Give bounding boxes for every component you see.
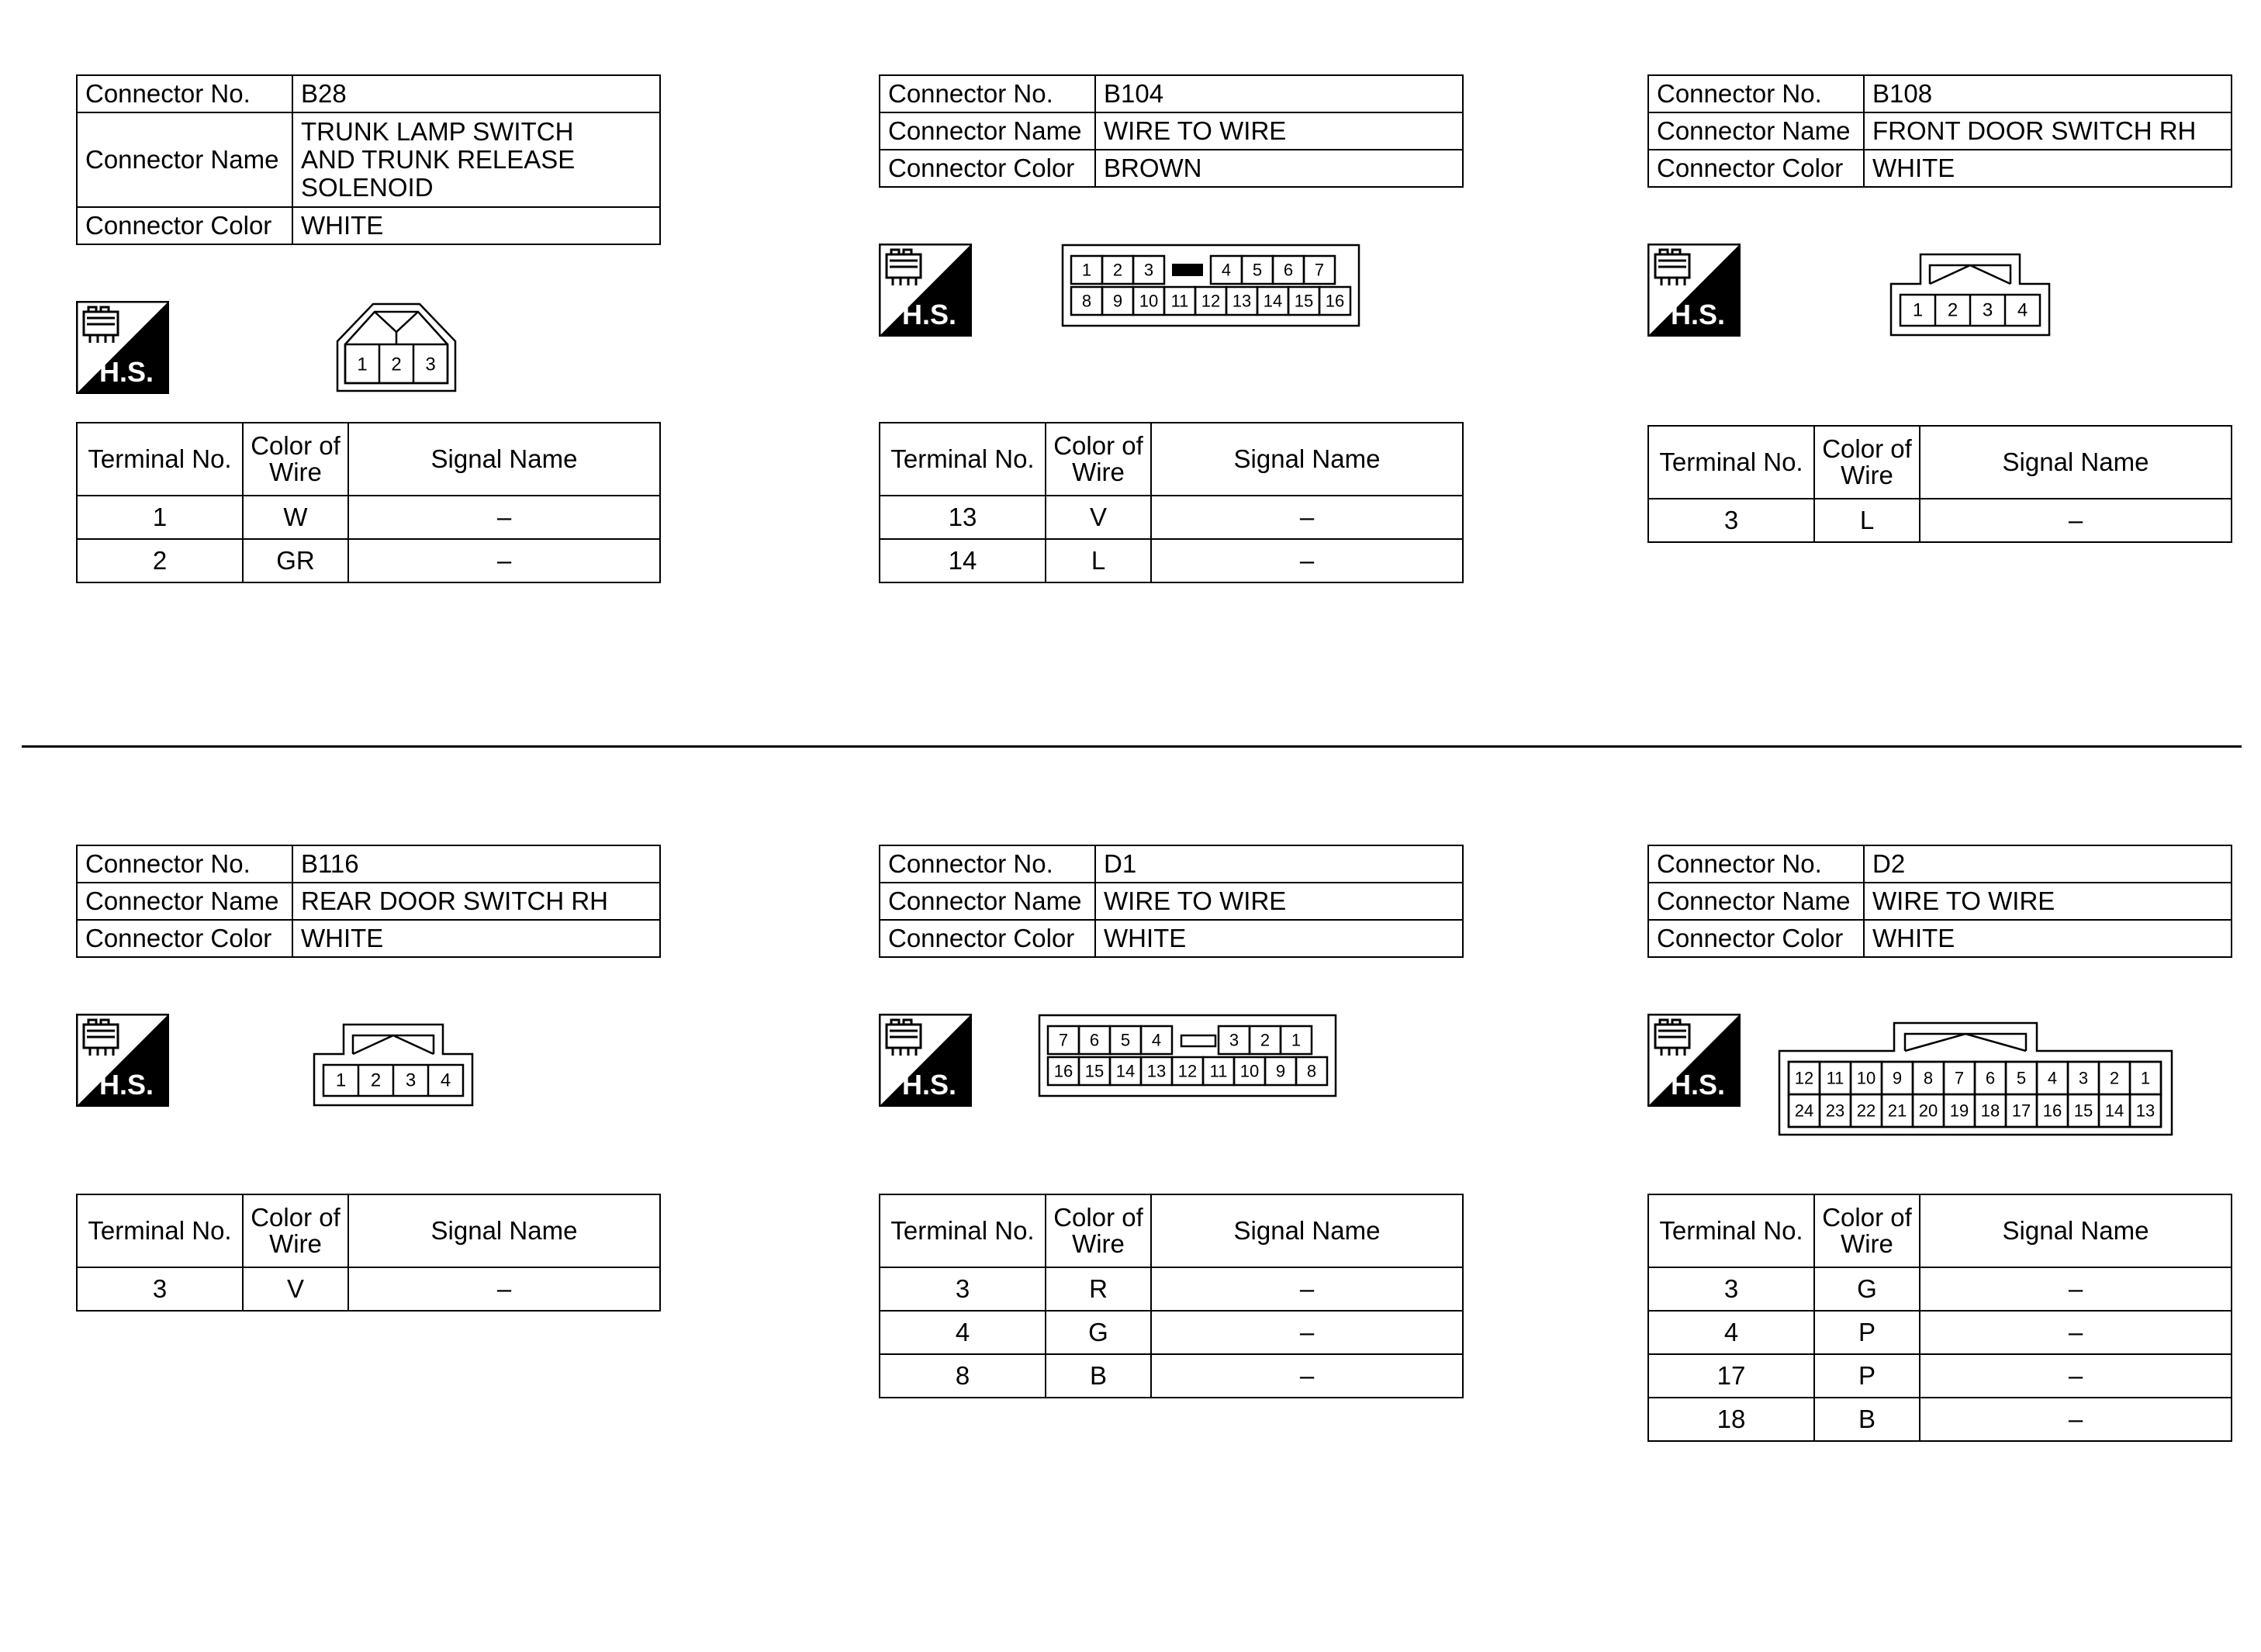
wire-color: W: [243, 496, 348, 539]
signal-name: –: [348, 539, 660, 582]
pin-number: 1: [1912, 299, 1924, 321]
color-of-wire-header: Color of Wire: [243, 423, 348, 496]
info-row: [880, 75, 1463, 112]
hs-badge-icon: [1647, 1014, 1741, 1107]
pin-number: 16: [2042, 1101, 2062, 1121]
connector-info-table: [1647, 845, 2232, 958]
connector-info-table: [76, 845, 661, 958]
wire-color: L: [1814, 499, 1920, 542]
pin-number: 13: [2135, 1101, 2156, 1121]
terminal-number: 4: [1648, 1311, 1814, 1354]
wire-color: L: [1046, 539, 1151, 582]
connector-panel-b104: [879, 74, 1468, 726]
terminal-number: 3: [880, 1267, 1046, 1311]
info-label: Connector Name: [880, 112, 1095, 150]
pin-number: 9: [1112, 291, 1123, 311]
info-row: [1648, 150, 2232, 187]
terminal-no-header: Terminal No.: [880, 1194, 1046, 1267]
terminal-number: 3: [77, 1267, 243, 1311]
terminal-number: 14: [880, 539, 1046, 582]
pin-number: 18: [1980, 1101, 2000, 1121]
info-label: Connector No.: [77, 845, 292, 883]
table-row: [880, 1311, 1463, 1354]
info-label: Connector Color: [77, 207, 292, 244]
info-label: Connector Color: [1648, 150, 1864, 187]
connector-info-table: [879, 74, 1464, 188]
pin-number: 11: [1170, 291, 1189, 311]
info-row: [77, 883, 660, 920]
terminal-number: 3: [1648, 1267, 1814, 1311]
info-row: [1648, 112, 2232, 150]
pin-number: 4: [1221, 260, 1232, 280]
pin-number: 7: [1058, 1030, 1069, 1050]
signal-name-header: Signal Name: [348, 1194, 660, 1267]
wire-color: G: [1814, 1267, 1920, 1311]
signal-name: –: [1151, 1311, 1463, 1354]
info-label: Connector Name: [1648, 112, 1864, 150]
terminal-table: [879, 1194, 1464, 1398]
hs-badge-icon: [879, 244, 972, 337]
pin-number: 5: [1120, 1030, 1131, 1050]
pin-number: 8: [1923, 1068, 1934, 1088]
pin-number: 21: [1887, 1101, 1907, 1121]
info-row: [880, 920, 1463, 957]
wire-color: B: [1814, 1398, 1920, 1441]
connector-panel-d2: [1647, 845, 2237, 1496]
terminal-table: [76, 1194, 661, 1312]
terminal-header-row: [880, 423, 1463, 496]
hs-badge-label: H.S.: [99, 1069, 154, 1101]
hs-badge-label: H.S.: [1670, 299, 1725, 330]
connector-panel-b116: [76, 845, 666, 1496]
info-row: [1648, 883, 2232, 920]
table-row: [1648, 1354, 2232, 1398]
table-row: [1648, 1398, 2232, 1441]
pin-number: 15: [1294, 291, 1314, 311]
connector-face-diagram: [1061, 244, 1360, 327]
connector-number: B108: [1864, 75, 2232, 112]
connector-color: WHITE: [292, 920, 660, 957]
table-row: [880, 1267, 1463, 1311]
color-of-wire-header: Color of Wire: [1814, 426, 1920, 499]
pin-number: 13: [1146, 1061, 1167, 1081]
pin-number: 12: [1201, 291, 1221, 311]
pin-number: 15: [2073, 1101, 2093, 1121]
pin-number: 3: [1982, 299, 1993, 321]
terminal-table: [879, 422, 1464, 583]
signal-name-header: Signal Name: [1151, 423, 1463, 496]
signal-name: –: [1920, 1398, 2232, 1441]
connector-panel-d1: [879, 845, 1468, 1496]
pin-number: 23: [1825, 1101, 1845, 1121]
table-row: [77, 1267, 660, 1311]
color-of-wire-header: Color of Wire: [1046, 423, 1151, 496]
wire-color: B: [1046, 1354, 1151, 1398]
pin-number: 4: [2017, 299, 2028, 321]
pin-number: 4: [2047, 1068, 2058, 1088]
info-label: Connector No.: [880, 845, 1095, 883]
connector-number: D2: [1864, 845, 2232, 883]
pin-number: 2: [370, 1070, 382, 1091]
connector-info-table: [879, 845, 1464, 958]
hs-badge-label: H.S.: [1670, 1069, 1725, 1101]
pin-number: 3: [425, 354, 436, 375]
info-label: Connector No.: [1648, 845, 1864, 883]
terminal-number: 17: [1648, 1354, 1814, 1398]
connector-name: WIRE TO WIRE: [1864, 883, 2232, 920]
color-of-wire-header: Color of Wire: [243, 1194, 348, 1267]
terminal-no-header: Terminal No.: [880, 423, 1046, 496]
terminal-number: 18: [1648, 1398, 1814, 1441]
connector-name: WIRE TO WIRE: [1095, 112, 1463, 150]
info-row: [77, 75, 660, 112]
terminal-header-row: [1648, 426, 2232, 499]
pin-number: 4: [1151, 1030, 1162, 1050]
pin-number: 3: [405, 1070, 417, 1091]
info-row: [880, 150, 1463, 187]
pin-number: 2: [2109, 1068, 2120, 1088]
pin-number: 14: [2104, 1101, 2124, 1121]
hs-badge-icon: [879, 1014, 972, 1107]
pin-number: 24: [1794, 1101, 1814, 1121]
pin-number: 2: [391, 354, 402, 375]
table-row: [1648, 1311, 2232, 1354]
info-row: [77, 920, 660, 957]
pin-number: 8: [1081, 291, 1092, 311]
info-label: Connector Name: [880, 883, 1095, 920]
terminal-header-row: [77, 1194, 660, 1267]
terminal-number: 2: [77, 539, 243, 582]
info-row: [1648, 845, 2232, 883]
connector-name: TRUNK LAMP SWITCH AND TRUNK RELEASE SOLENOID: [292, 112, 660, 207]
pin-number: 2: [1260, 1030, 1271, 1050]
pin-number: 16: [1325, 291, 1345, 311]
terminal-table: [76, 422, 661, 583]
pin-number: 5: [1252, 260, 1263, 280]
pin-number: 1: [335, 1070, 347, 1091]
pin-number: 15: [1084, 1061, 1105, 1081]
pin-number: 10: [1239, 1061, 1260, 1081]
color-of-wire-header: Color of Wire: [1814, 1194, 1920, 1267]
signal-name: –: [348, 496, 660, 539]
info-row: [77, 112, 660, 207]
signal-name-header: Signal Name: [1920, 1194, 2232, 1267]
hs-badge-icon: [76, 301, 169, 394]
info-label: Connector Color: [880, 150, 1095, 187]
pin-number: 22: [1856, 1101, 1876, 1121]
hs-badge-icon: [76, 1014, 169, 1107]
info-row: [1648, 75, 2232, 112]
pin-number: 14: [1263, 291, 1283, 311]
pin-number: 2: [1112, 260, 1123, 280]
connector-face-diagram: [313, 1023, 475, 1108]
pin-number: 1: [1291, 1030, 1302, 1050]
pin-number: 6: [1985, 1068, 1996, 1088]
color-of-wire-header: Color of Wire: [1046, 1194, 1151, 1267]
info-label: Connector Name: [77, 883, 292, 920]
connector-name: REAR DOOR SWITCH RH: [292, 883, 660, 920]
pin-number: 1: [2140, 1068, 2151, 1088]
pin-number: 16: [1053, 1061, 1073, 1081]
pin-number: 3: [1229, 1030, 1239, 1050]
connector-panel-b28: [76, 74, 666, 726]
terminal-number: 13: [880, 496, 1046, 539]
wire-color: G: [1046, 1311, 1151, 1354]
info-label: Connector No.: [880, 75, 1095, 112]
info-row: [77, 845, 660, 883]
signal-name: –: [1920, 1354, 2232, 1398]
table-row: [880, 496, 1463, 539]
terminal-number: 4: [880, 1311, 1046, 1354]
info-row: [1648, 920, 2232, 957]
pin-number: 1: [357, 354, 368, 375]
pin-number: 17: [2011, 1101, 2031, 1121]
wire-color: GR: [243, 539, 348, 582]
signal-name-header: Signal Name: [1920, 426, 2232, 499]
signal-name: –: [1920, 499, 2232, 542]
signal-name: –: [1151, 1267, 1463, 1311]
pin-number: 14: [1115, 1061, 1136, 1081]
connector-number: B116: [292, 845, 660, 883]
terminal-no-header: Terminal No.: [1648, 426, 1814, 499]
pin-number: 7: [1314, 260, 1325, 280]
terminal-no-header: Terminal No.: [77, 1194, 243, 1267]
connector-color: WHITE: [292, 207, 660, 244]
connector-color: BROWN: [1095, 150, 1463, 187]
table-row: [77, 539, 660, 582]
connector-info-table: [1647, 74, 2232, 188]
info-label: Connector Color: [1648, 920, 1864, 957]
connector-face-diagram: [1778, 1021, 2173, 1138]
signal-name-header: Signal Name: [348, 423, 660, 496]
terminal-table: [1647, 425, 2232, 543]
pin-number: 5: [2016, 1068, 2027, 1088]
connector-color: WHITE: [1095, 920, 1463, 957]
hs-badge-icon: [1647, 244, 1741, 337]
pin-number: 10: [1856, 1068, 1876, 1088]
terminal-header-row: [1648, 1194, 2232, 1267]
terminal-number: 1: [77, 496, 243, 539]
pin-number: 7: [1954, 1068, 1965, 1088]
connector-name: FRONT DOOR SWITCH RH: [1864, 112, 2232, 150]
pin-number: 19: [1949, 1101, 1969, 1121]
info-row: [880, 845, 1463, 883]
signal-name-header: Signal Name: [1151, 1194, 1463, 1267]
info-label: Connector No.: [1648, 75, 1864, 112]
signal-name: –: [1151, 539, 1463, 582]
pin-number: 11: [1209, 1061, 1228, 1081]
pin-number: 3: [2078, 1068, 2089, 1088]
terminal-header-row: [77, 423, 660, 496]
signal-name: –: [1920, 1311, 2232, 1354]
signal-name: –: [1920, 1267, 2232, 1311]
pin-number: 4: [440, 1070, 451, 1091]
connector-panel-b108: [1647, 74, 2237, 726]
pin-number: 20: [1918, 1101, 1938, 1121]
pin-number: 11: [1826, 1068, 1844, 1088]
pin-number: 6: [1283, 260, 1294, 280]
pin-number: 1: [1081, 260, 1092, 280]
terminal-no-header: Terminal No.: [1648, 1194, 1814, 1267]
connector-face-diagram: [1889, 253, 2052, 338]
pin-number: 6: [1089, 1030, 1100, 1050]
wire-color: R: [1046, 1267, 1151, 1311]
table-row: [880, 1354, 1463, 1398]
table-row: [1648, 1267, 2232, 1311]
hs-badge-label: H.S.: [901, 299, 956, 330]
pin-number: 12: [1177, 1061, 1198, 1081]
pin-number: 12: [1794, 1068, 1814, 1088]
connector-info-table: [76, 74, 661, 245]
info-label: Connector No.: [77, 75, 292, 112]
connector-number: D1: [1095, 845, 1463, 883]
terminal-header-row: [880, 1194, 1463, 1267]
pin-number: 9: [1275, 1061, 1286, 1081]
pin-number: 8: [1306, 1061, 1317, 1081]
pin-number: 2: [1947, 299, 1958, 321]
terminal-no-header: Terminal No.: [77, 423, 243, 496]
pin-number: 13: [1232, 291, 1252, 311]
table-row: [1648, 499, 2232, 542]
table-row: [880, 539, 1463, 582]
terminal-number: 3: [1648, 499, 1814, 542]
connector-number: B28: [292, 75, 660, 112]
table-row: [77, 496, 660, 539]
connector-color: WHITE: [1864, 920, 2232, 957]
pin-number: 9: [1892, 1068, 1903, 1088]
info-row: [880, 112, 1463, 150]
signal-name: –: [1151, 496, 1463, 539]
terminal-number: 8: [880, 1354, 1046, 1398]
hs-badge-label: H.S.: [99, 356, 154, 388]
info-label: Connector Color: [880, 920, 1095, 957]
connector-name: WIRE TO WIRE: [1095, 883, 1463, 920]
connector-face-diagram: [1038, 1014, 1337, 1097]
info-row: [880, 883, 1463, 920]
wire-color: V: [1046, 496, 1151, 539]
pin-number: 3: [1143, 260, 1154, 280]
pin-number: 10: [1139, 291, 1159, 311]
signal-name: –: [348, 1267, 660, 1311]
info-label: Connector Name: [77, 112, 292, 207]
signal-name: –: [1151, 1354, 1463, 1398]
info-label: Connector Color: [77, 920, 292, 957]
info-label: Connector Name: [1648, 883, 1864, 920]
connector-number: B104: [1095, 75, 1463, 112]
terminal-table: [1647, 1194, 2232, 1442]
connector-face-diagram: [334, 301, 474, 394]
hs-badge-label: H.S.: [901, 1069, 956, 1101]
wire-color: V: [243, 1267, 348, 1311]
info-row: [77, 207, 660, 244]
connector-color: WHITE: [1864, 150, 2232, 187]
wire-color: P: [1814, 1354, 1920, 1398]
wire-color: P: [1814, 1311, 1920, 1354]
section-divider: [22, 745, 2242, 748]
